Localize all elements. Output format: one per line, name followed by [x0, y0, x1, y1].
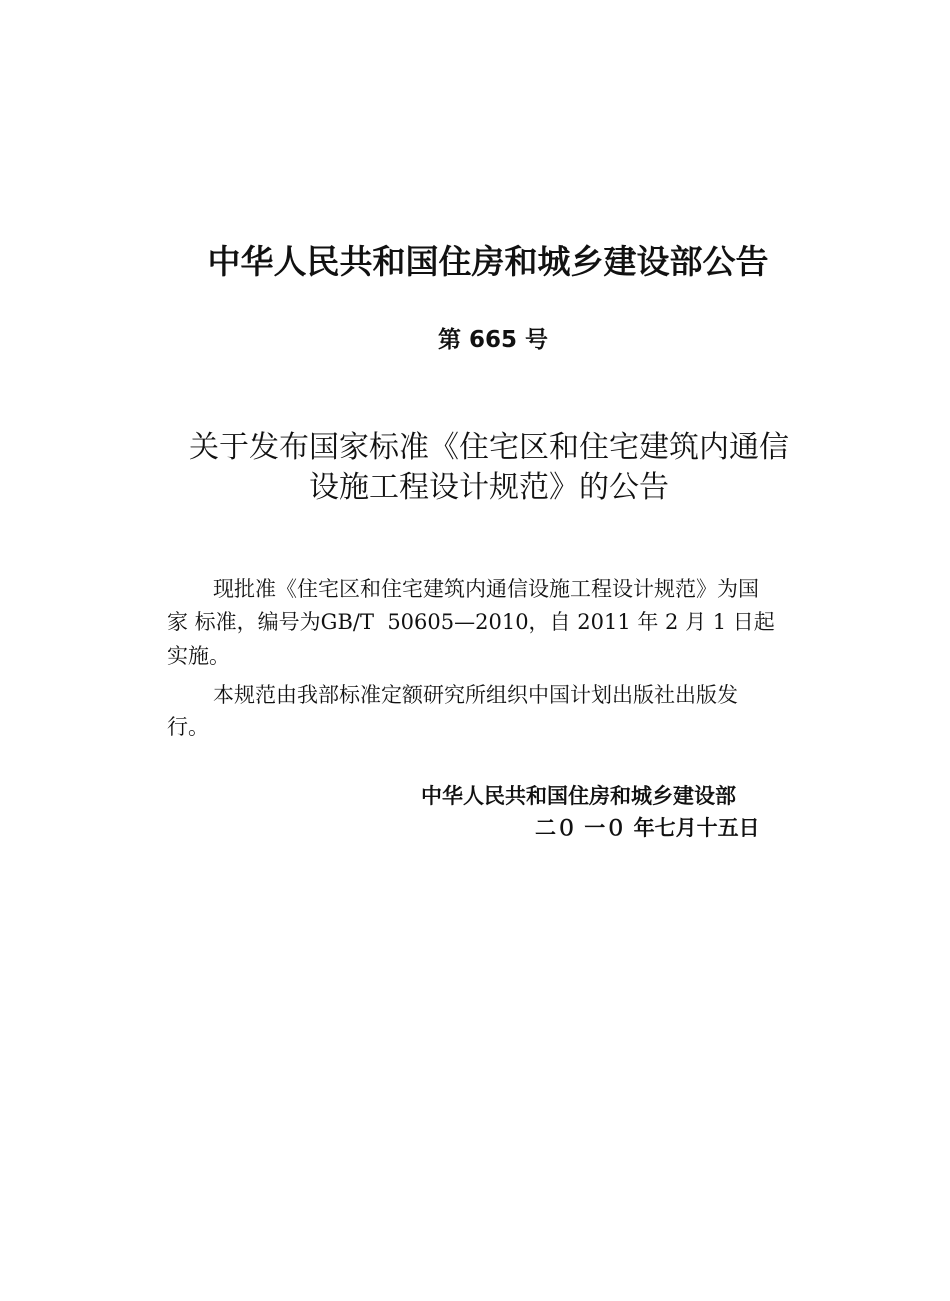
- issuer-signature: 中华人民共和国住房和城乡建设部: [421, 784, 736, 808]
- announcement-subject-line-2: 设施工程设计规范》的公告: [309, 470, 669, 505]
- body-paragraph-1-line-2: 家 标准，编号为GB/T 50605—2010，自 2011 年 2 月 1 日起: [167, 610, 775, 634]
- announcement-title: 中华人民共和国住房和城乡建设部公告: [207, 242, 769, 281]
- body-paragraph-1-line-1: 现批准《住宅区和住宅建筑内通信设施工程设计规范》为国: [213, 577, 759, 601]
- issue-date: 二０ 一０ 年七月十五日: [535, 816, 760, 840]
- announcement-number: 第 665 号: [437, 327, 549, 353]
- announcement-subject-line-1: 关于发布国家标准《住宅区和住宅建筑内通信: [189, 430, 789, 465]
- body-paragraph-2-line-2: 行。: [167, 715, 209, 739]
- body-paragraph-2-line-1: 本规范由我部标准定额研究所组织中国计划出版社出版发: [213, 683, 738, 707]
- body-paragraph-1-line-3: 实施。: [167, 644, 230, 668]
